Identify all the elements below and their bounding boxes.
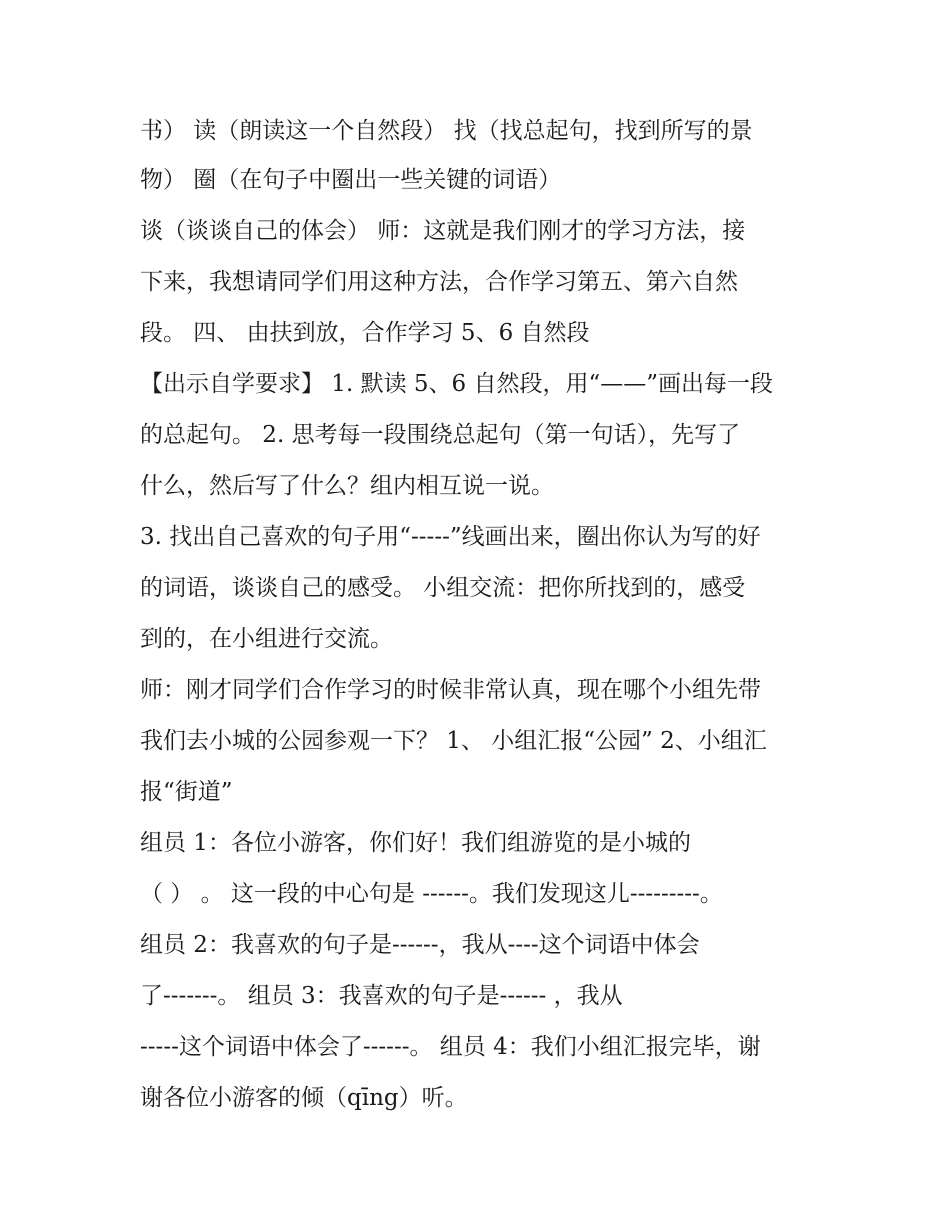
text-line: 到的，在小组进行交流。 bbox=[140, 626, 393, 652]
text-line: -----这个词语中体会了------。 组员 4：我们小组汇报完毕，谢 bbox=[140, 1034, 761, 1060]
text-line: 我们去小城的公园参观一下？ 1、 小组汇报“公园” 2、小组汇 bbox=[140, 728, 767, 754]
text-line: 组员 2：我喜欢的句子是------，我从----这个词语中体会 bbox=[140, 932, 700, 958]
text-line: 师：刚才同学们合作学习的时候非常认真，现在哪个小组先带 bbox=[140, 677, 761, 703]
text-line: 的总起句。 2. 思考每一段围绕总起句（第一句话），先写了 bbox=[140, 422, 741, 448]
document-body bbox=[140, 108, 830, 1111]
text-line: 什么，然后写了什么？组内相互说一说。 bbox=[140, 473, 554, 499]
text-line: 【出示自学要求】 1. 默读 5、6 自然段，用“——”画出每一段 bbox=[140, 371, 773, 397]
text-line: 物） 圈（在句子中圈出一些关键的词语） bbox=[140, 167, 562, 193]
text-line: 3. 找出自己喜欢的句子用“-----”线画出来，圈出你认为写的好 bbox=[140, 524, 761, 550]
text-line: 书） 读（朗读这一个自然段） 找（找总起句，找到所写的景 bbox=[140, 118, 753, 144]
text-line: 下来，我想请同学们用这种方法，合作学习第五、第六自然 bbox=[140, 269, 738, 295]
text-line: 了-------。 组员 3：我喜欢的句子是------ ，我从 bbox=[140, 983, 623, 1009]
text-line: 谈（谈谈自己的体会） 师：这就是我们刚才的学习方法，接 bbox=[140, 218, 746, 244]
text-line: 的词语，谈谈自己的感受。 小组交流：把你所找到的，感受 bbox=[140, 575, 746, 601]
text-line: 组员 1：各位小游客，你们好！我们组游览的是小城的 bbox=[140, 830, 691, 856]
text-line: 段。 四、 由扶到放，合作学习 5、6 自然段 bbox=[140, 320, 590, 346]
text-line: 报“街道” bbox=[140, 779, 233, 805]
text-line: （ ） 。 这一段的中心句是 ------。我们发现这儿---------。 bbox=[140, 881, 723, 907]
text-line: 谢各位小游客的倾（qīng）听。 bbox=[140, 1085, 468, 1111]
